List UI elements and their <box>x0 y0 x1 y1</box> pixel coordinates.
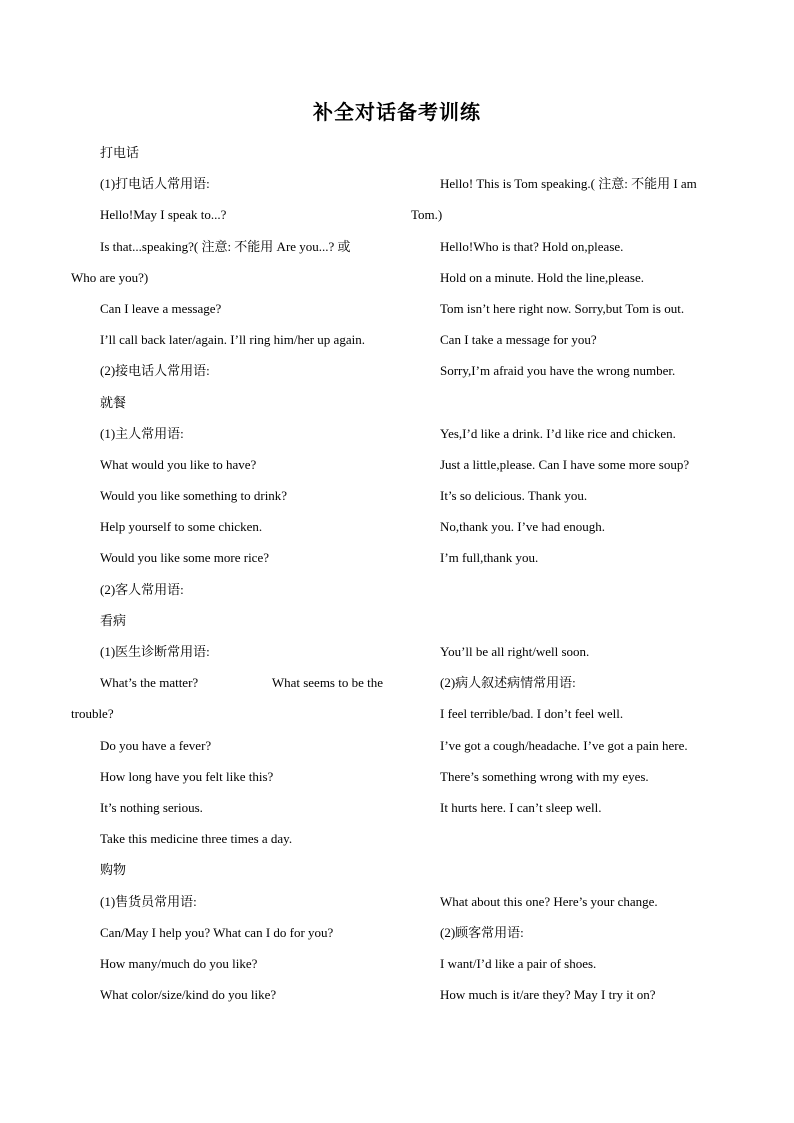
text-line: Can/May I help you? What can I do for you? <box>100 924 334 940</box>
text-line: No,thank you. I’ve had enough. <box>440 519 605 535</box>
text-line: How many/much do you like? <box>100 955 258 971</box>
text-line: (1)售货员常用语: <box>100 893 197 909</box>
text-line: (2)顾客常用语: <box>440 924 524 940</box>
text-line: (2)病人叙述病情常用语: <box>440 675 576 691</box>
text-line: Hello!May I speak to...? <box>100 207 227 223</box>
text-line: 购物 <box>100 862 127 878</box>
text-line: trouble? <box>71 706 114 722</box>
text-line: 就餐 <box>100 394 127 410</box>
text-line: It hurts here. I can’t sleep well. <box>440 799 602 815</box>
text-line: Can I leave a message? <box>100 300 222 316</box>
text-line: (1)打电话人常用语: <box>100 176 210 192</box>
text-line: Tom isn’t here right now. Sorry,but Tom is out. <box>440 300 685 316</box>
text-line: How long have you felt like this? <box>100 768 274 784</box>
left-column <box>71 142 391 1015</box>
text-line: (1)医生诊断常用语: <box>100 644 210 659</box>
text-line: I feel terrible/bad. I don’t feel well. <box>440 706 624 722</box>
text-line: How much is it/are they? May I try it on? <box>440 987 656 1003</box>
text-line: There’s something wrong with my eyes. <box>440 768 649 784</box>
text-line: I’ve got a cough/headache. I’ve got a pain here. <box>440 737 688 753</box>
text-line: It’s so delicious. Thank you. <box>440 488 588 504</box>
text-line: Help yourself to some chicken. <box>100 519 263 535</box>
text-line: It’s nothing serious. <box>100 799 203 815</box>
text-line: Would you like something to drink? <box>100 488 288 504</box>
text-line: Hello!Who is that? Hold on,please. <box>440 238 624 254</box>
text-line: You’ll be all right/well soon. <box>440 644 590 659</box>
text-line: What color/size/kind do you like? <box>100 987 277 1003</box>
text-line: I’ll call back later/again. I’ll ring him/her up again. <box>100 332 365 348</box>
text-line <box>411 859 731 890</box>
text-line <box>411 392 731 423</box>
text-line: 打电话 <box>100 145 140 160</box>
text-segment: What seems to be the <box>271 675 383 691</box>
text-line: Is that...speaking?( 注意: 不能用 Are you...? 或 <box>100 238 351 254</box>
text-line: Who are you?) <box>71 269 149 285</box>
text-line: Just a little,please. Can I have some more soup? <box>440 456 690 472</box>
text-line <box>411 579 731 610</box>
right-column <box>411 142 731 1015</box>
text-line: I want/I’d like a pair of shoes. <box>440 955 597 971</box>
text-line: Would you like some more rice? <box>100 550 269 566</box>
text-line <box>411 610 731 641</box>
page-title: 补全对话备考训练 <box>313 100 481 124</box>
text-line: Sorry,I’m afraid you have the wrong number. <box>440 363 676 379</box>
text-line: 看病 <box>100 612 127 628</box>
text-line: Yes,I’d like a drink. I’d like rice and chicken. <box>440 425 676 441</box>
text-line: Hello! This is Tom speaking.( 注意: 不能用 I am <box>440 176 697 192</box>
text-line: I’m full,thank you. <box>440 550 539 566</box>
text-line: Can I take a message for you? <box>440 332 597 348</box>
text-segment: What’s the matter? <box>100 675 199 691</box>
text-line: Hold on a minute. Hold the line,please. <box>440 269 644 285</box>
text-line: (2)接电话人常用语: <box>100 363 210 379</box>
text-line: Take this medicine three times a day. <box>100 831 293 847</box>
text-line: (1)主人常用语: <box>100 425 184 441</box>
text-line: Tom.) <box>411 207 443 223</box>
text-line <box>411 828 731 859</box>
text-line: (2)客人常用语: <box>100 581 184 597</box>
text-line: Do you have a fever? <box>100 737 212 753</box>
text-line <box>71 672 391 703</box>
text-line: What about this one? Here’s your change. <box>440 893 658 909</box>
text-line: What would you like to have? <box>100 456 257 472</box>
text-line <box>411 142 731 173</box>
